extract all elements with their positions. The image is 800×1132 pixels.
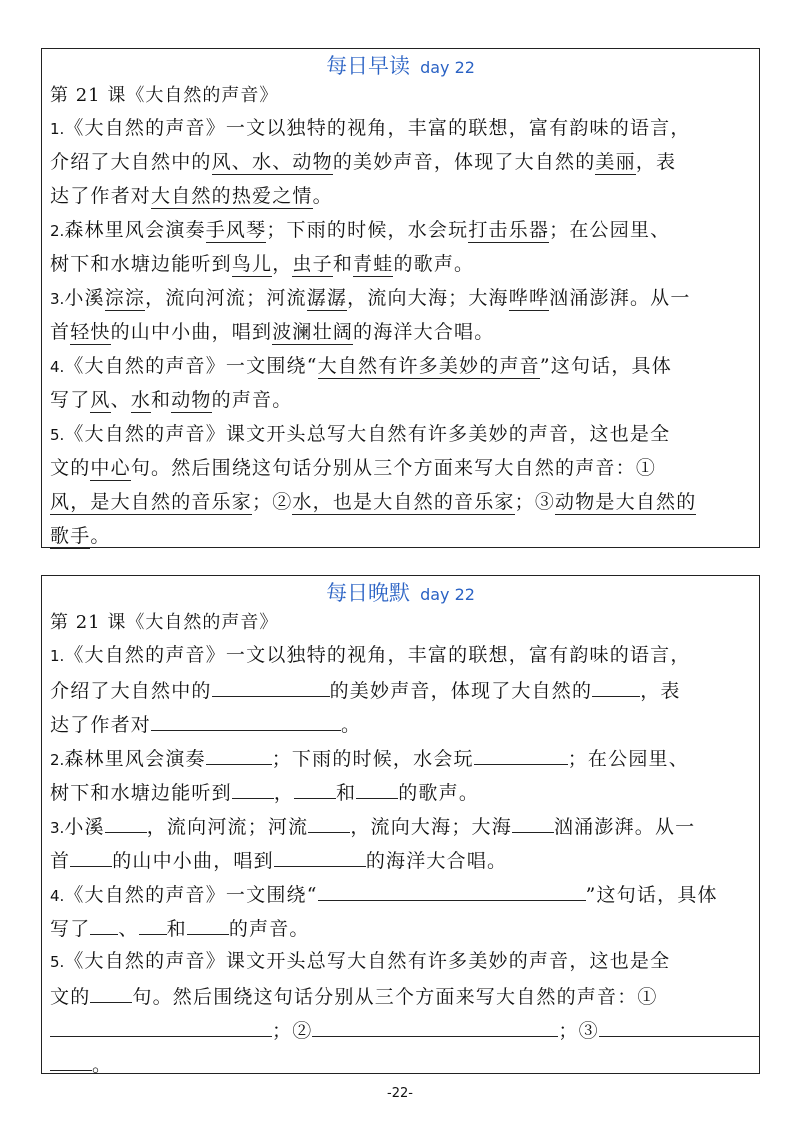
text-segment: ；下雨的时候，水会玩: [271, 748, 474, 770]
text-segment: ”这句话，具体: [539, 355, 672, 377]
answer-text: 鸟儿: [231, 253, 273, 275]
text-segment: ”这句话，具体: [585, 884, 718, 906]
text-segment: ；在公园里、: [549, 219, 671, 241]
text-segment: 《大自然的声音》一文以独特的视角，丰富的联想，富有韵味的语言，: [64, 117, 691, 139]
page-number: -22-: [387, 1086, 413, 1101]
text-line: [42, 349, 759, 383]
text-segment: ，流向大海；大海: [347, 287, 509, 309]
text-segment: 。: [90, 525, 111, 547]
answer-blank[interactable]: [151, 706, 341, 731]
text-segment: 森林里风会演奏: [64, 748, 206, 770]
text-segment: 《大自然的声音》课文开头总写大自然有许多美妙的声音，这也是全: [64, 423, 671, 445]
answer-blank[interactable]: [212, 672, 330, 697]
answer-text: 大自然有许多美妙的声音: [317, 355, 540, 377]
text-segment: 首: [50, 850, 71, 872]
text-segment: 句。然后围绕这句话分别从三个方面来写大自然的声音：①: [130, 457, 657, 479]
text-segment: ，流向河流；河流: [145, 287, 307, 309]
text-segment: 《大自然的声音》一文围绕“: [64, 355, 318, 377]
card-title: [42, 51, 759, 81]
answer-blank[interactable]: [90, 978, 132, 1003]
text-segment: 。: [92, 1054, 113, 1076]
text-segment: 小溪: [64, 816, 105, 838]
text-segment: 。: [312, 185, 333, 207]
text-segment: 写了: [50, 389, 91, 411]
text-line: [42, 1046, 759, 1080]
text-segment: 写了: [50, 918, 91, 940]
answer-text: 中心: [90, 457, 131, 479]
text-segment: ，流向河流；河流: [146, 816, 309, 838]
item-number: 1.: [50, 647, 65, 665]
answer-text: 风: [90, 389, 111, 411]
text-segment: ；在公园里、: [567, 748, 689, 770]
card-body: [42, 638, 759, 1080]
text-line: [42, 145, 759, 179]
item-number: 4.: [50, 358, 65, 376]
answer-blank[interactable]: [70, 842, 112, 867]
text-segment: 介绍了大自然中的: [50, 151, 212, 173]
text-line: [42, 485, 759, 519]
answer-blank[interactable]: [294, 774, 336, 799]
text-line: [42, 842, 759, 876]
text-segment: ；②: [252, 491, 293, 513]
text-line: [42, 247, 759, 281]
answer-blank[interactable]: [206, 740, 272, 765]
text-line: [42, 910, 759, 944]
text-segment: 介绍了大自然中的: [50, 680, 212, 702]
text-segment: 汹涌澎湃。从一: [553, 816, 696, 838]
text-line: [42, 706, 759, 740]
text-segment: 森林里风会演奏: [64, 219, 206, 241]
answer-blank[interactable]: [512, 808, 554, 833]
item-number: 2.: [50, 751, 65, 769]
answer-blank[interactable]: [474, 740, 568, 765]
text-segment: 文的: [50, 457, 91, 479]
item-number: 5.: [50, 426, 65, 444]
text-line: [42, 638, 759, 672]
text-segment: 和: [151, 389, 172, 411]
lesson-heading: 第 21 课《大自然的声音》: [50, 85, 279, 106]
text-segment: 的山中小曲，唱到: [112, 850, 274, 872]
answer-text: 手风琴: [205, 219, 267, 241]
answer-blank[interactable]: [232, 774, 274, 799]
text-segment: 句。然后围绕这句话分别从三个方面来写大自然的声音：①: [132, 986, 658, 1008]
item-number: 3.: [50, 819, 65, 837]
item-number: 2.: [50, 222, 65, 240]
answer-text: 潺潺: [306, 287, 348, 309]
text-line: [42, 944, 759, 978]
answer-text: 波澜壮阔: [272, 321, 354, 343]
text-segment: 的海洋大合唱。: [353, 321, 495, 343]
text-segment: 和: [336, 782, 357, 804]
day-label: day 22: [420, 585, 475, 604]
text-segment: 的歌声。: [398, 782, 480, 804]
answer-text: 哗哗: [508, 287, 550, 309]
text-line: [42, 417, 759, 451]
text-segment: ；②: [272, 1020, 313, 1042]
text-segment: 的声音。: [228, 918, 310, 940]
answer-blank[interactable]: [318, 876, 586, 901]
text-line: [42, 451, 759, 485]
text-line: [42, 213, 759, 247]
item-number: 1.: [50, 120, 65, 138]
answer-blank[interactable]: [312, 1012, 558, 1037]
text-line: [42, 383, 759, 417]
text-segment: ；下雨的时候，水会玩: [266, 219, 469, 241]
text-segment: 树下和水塘边能听到: [50, 253, 232, 275]
text-segment: 汹涌澎湃。从一: [549, 287, 691, 309]
evening-dictation-card: [41, 575, 760, 1074]
card-title: [42, 578, 759, 608]
text-line: [42, 876, 759, 910]
answer-blank[interactable]: [50, 1012, 272, 1037]
text-segment: 的美妙声音，体现了大自然的: [332, 151, 596, 173]
text-segment: 的美妙声音，体现了大自然的: [329, 680, 593, 702]
text-segment: 《大自然的声音》一文围绕“: [64, 884, 318, 906]
text-line: [42, 281, 759, 315]
morning-reading-card: [41, 48, 760, 548]
answer-blank[interactable]: [599, 1012, 759, 1037]
answer-text: 打击乐器: [468, 219, 550, 241]
answer-text: 淙淙: [104, 287, 146, 309]
text-segment: 达了作者对: [50, 714, 152, 736]
text-segment: 。: [341, 714, 362, 736]
answer-text: 水，也是大自然的音乐家: [292, 491, 515, 513]
text-line: [42, 672, 759, 706]
text-segment: 、: [110, 389, 131, 411]
lesson-heading: 第 21 课《大自然的声音》: [50, 612, 279, 633]
text-line: [42, 978, 759, 1012]
answer-blank[interactable]: [105, 808, 147, 833]
answer-text: 动物: [171, 389, 212, 411]
answer-text: 青蛙: [353, 253, 394, 275]
text-segment: 小溪: [64, 287, 105, 309]
text-line: [42, 1012, 759, 1046]
text-line: [42, 179, 759, 213]
answer-text: 大自然的热爱之情: [151, 185, 313, 207]
text-line: [42, 774, 759, 808]
answer-text: 风、水、动物: [211, 151, 333, 173]
title-text: 每日晚默: [326, 581, 411, 605]
item-number: 3.: [50, 290, 65, 308]
text-segment: 《大自然的声音》课文开头总写大自然有许多美妙的声音，这也是全: [64, 950, 671, 972]
answer-text: 虫子: [292, 253, 333, 275]
text-segment: ；③: [514, 491, 556, 513]
text-segment: ，表: [640, 680, 681, 702]
text-segment: 的歌声。: [393, 253, 475, 275]
text-line: [42, 808, 759, 842]
text-line: [42, 740, 759, 774]
answer-blank[interactable]: [308, 808, 350, 833]
answer-blank[interactable]: [139, 910, 167, 935]
answer-blank[interactable]: [274, 842, 366, 867]
answer-text: 风，是大自然的音乐家: [50, 491, 253, 513]
text-segment: 的海洋大合唱。: [365, 850, 508, 872]
item-number: 5.: [50, 953, 65, 971]
answer-text: 动物是大自然的: [555, 491, 697, 513]
text-segment: 的声音。: [211, 389, 293, 411]
answer-text: 歌手: [50, 525, 91, 547]
text-segment: 首: [50, 321, 71, 343]
text-segment: ，流向大海；大海: [350, 816, 512, 838]
text-line: [42, 111, 759, 145]
text-line: [42, 315, 759, 349]
text-segment: ，表: [635, 151, 677, 173]
answer-blank[interactable]: [356, 774, 398, 799]
text-segment: ；③: [558, 1020, 599, 1042]
answer-text: 水: [130, 389, 152, 411]
answer-blank[interactable]: [187, 910, 229, 935]
text-segment: 文的: [50, 986, 91, 1008]
text-line: [42, 519, 759, 553]
text-segment: 、: [118, 918, 139, 940]
item-number: 4.: [50, 887, 65, 905]
text-segment: 和: [332, 253, 354, 275]
answer-blank[interactable]: [50, 1046, 92, 1071]
card-body: [42, 111, 759, 553]
text-segment: ，: [272, 253, 293, 275]
text-segment: 《大自然的声音》一文以独特的视角，丰富的联想，富有韵味的语言，: [64, 644, 691, 666]
text-segment: 的山中小曲，唱到: [110, 321, 273, 343]
answer-blank[interactable]: [592, 672, 640, 697]
day-label: day 22: [420, 58, 475, 77]
text-segment: 树下和水塘边能听到: [50, 782, 232, 804]
title-text: 每日早读: [326, 54, 411, 78]
text-segment: 达了作者对: [50, 185, 152, 207]
answer-text: 美丽: [595, 151, 636, 173]
text-segment: 和: [166, 918, 187, 940]
answer-text: 轻快: [70, 321, 111, 343]
answer-blank[interactable]: [90, 910, 118, 935]
text-segment: ，: [273, 782, 295, 804]
